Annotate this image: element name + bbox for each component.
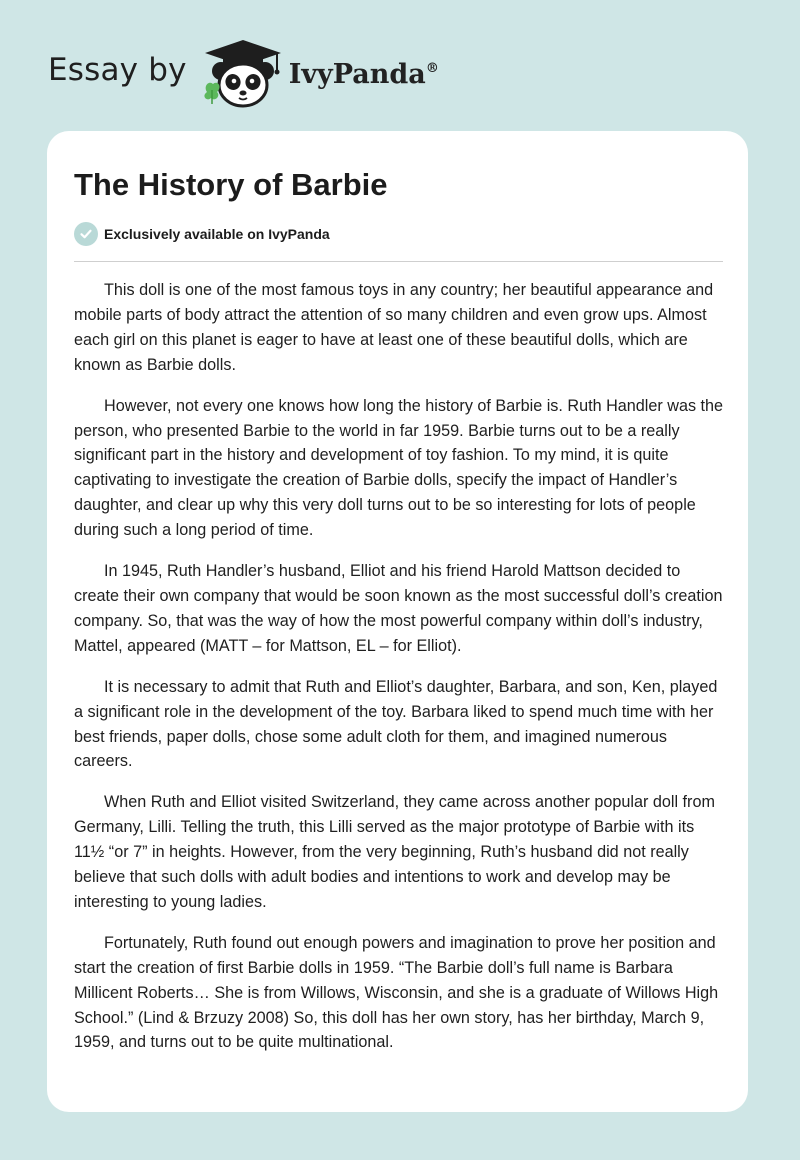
brand-name bbox=[289, 59, 439, 90]
essay-paragraph: This doll is one of the most famous toys in any country; her beautiful appearance and mobile parts of body attract the attention of so many children and even grow ups. Almost each girl on this planet is eager to have at least one of these beautiful dolls, which are known as Barbie dolls. bbox=[74, 281, 714, 374]
registered-mark: ® bbox=[425, 60, 439, 76]
essay-card bbox=[47, 131, 748, 1112]
essay-body bbox=[74, 278, 726, 1071]
header-brand[interactable] bbox=[48, 36, 439, 110]
essay-paragraph: However, not every one knows how long the history of Barbie is. Ruth Handler was the person, who presented Barbie to the world in far 1959. Barbie turns out to be a really significant part in the history and development of toy fashion. To my mind, it is quite captivating to investigate the creation of Barbie dolls, specify the impact of Handler’s daughter, and clear up why this very doll turns out to be so interesting for lots of people during such a long period of time. bbox=[74, 396, 724, 540]
title-divider bbox=[74, 261, 723, 262]
exclusive-badge bbox=[74, 222, 330, 246]
panda-graduation-cap-icon bbox=[201, 36, 285, 110]
essay-title: The History of Barbie bbox=[74, 167, 388, 202]
checkmark-icon bbox=[74, 222, 98, 246]
essay-paragraph: In 1945, Ruth Handler’s husband, Elliot and his friend Harold Mattson decided to create their own company that would be soon known as the most successful doll’s creation company. So, that was the way of how the most powerful company within doll’s industry, Mattel, appeared (MATT – for Mattson, EL – for Elliot). bbox=[74, 562, 723, 655]
essay-by-label: Essay by bbox=[48, 52, 187, 88]
brand-name-text: IvyPanda bbox=[288, 58, 426, 90]
essay-paragraph: When Ruth and Elliot visited Switzerland, they came across another popular doll from Germany, Lilli. Telling the truth, this Lilli served as the major prototype of Barbie with its 11½ “or 7” in heights. However, from the very beginning, Ruth’s husband did not really believe that such dolls with adult bodies and intentions to work and develop may be interesting to young ladies. bbox=[74, 793, 715, 911]
essay-paragraph: It is necessary to admit that Ruth and Elliot’s daughter, Barbara, and son, Ken, played a significant role in the development of the toy. Barbara liked to spend much time with her best friends, paper dolls, chose some adult cloth for them, and imagined numerous careers. bbox=[74, 677, 718, 771]
exclusive-badge-text: Exclusively available on IvyPanda bbox=[104, 226, 330, 242]
essay-paragraph: Fortunately, Ruth found out enough powers and imagination to prove her position and start the creation of first Barbie dolls in 1959. “The Barbie doll’s full name is Barbara Millicent Roberts… She is from Willows, Wisconsin, and she is a graduate of Willows High School.” (Lind & Brzuzy 2008) So, this doll has her own story, has her birthday, March 9, 1959, and turns out to be quite multinational. bbox=[74, 933, 719, 1052]
